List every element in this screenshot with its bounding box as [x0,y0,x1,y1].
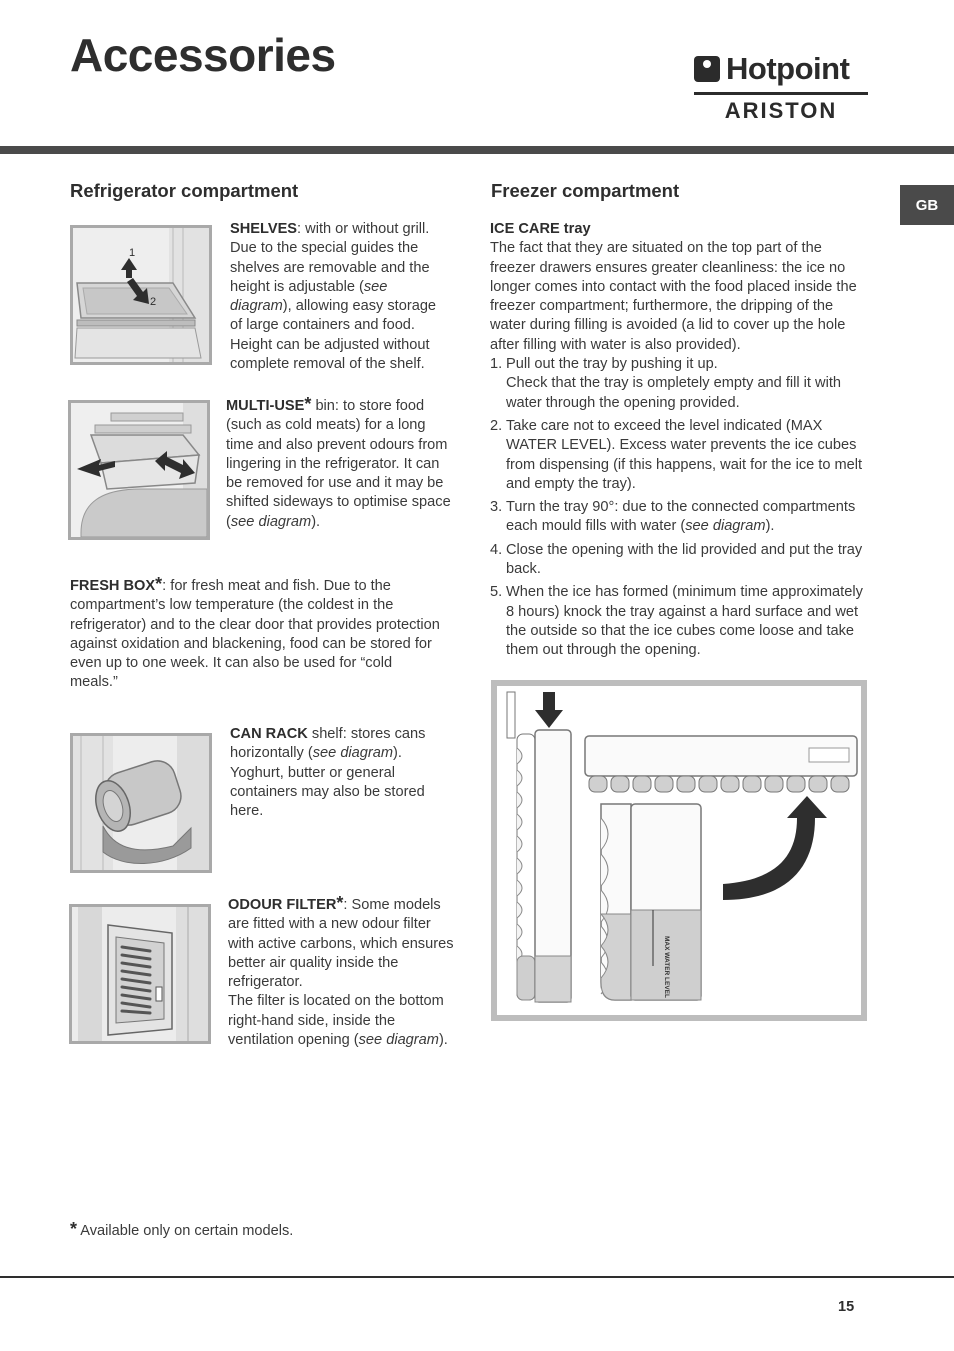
multi-use-bin-illustration [71,403,207,537]
brand-logo-mark-icon [694,56,720,82]
step-item: 5. When the ice has formed (minimum time approximately 8 hours) knock the tray against a hard surface and wet the outside so that the ice cubes come loose and take them out through the opening. [490,584,863,659]
shelf-step-2-label: 2 [150,296,157,308]
max-water-level-label: MAX WATER LEVEL [663,936,670,998]
can-rack-diagram [70,733,212,873]
shelves-illustration [73,228,209,362]
ice-care-intro: The fact that they are situated on the top part of the freezer drawers ensures greater cleanliness: the ice no longer comes into contact with the food placed inside the freezer compartment; furthermore, the dripping of the water during filling is avoided (a lid to cover up the hole after filling with water is also provided). [490,240,857,353]
brand-subname: ARISTON [724,98,838,123]
brand-name: Hotpoint [726,51,850,86]
ice-care-title: ICE CARE tray [490,221,591,237]
brand-logo [694,52,868,124]
multi-use-bin-diagram [68,400,210,540]
multi-use-description: MULTI-USE* bin: to store food (such as cold meats) for a long time and also prevent odours from lingering in the refrigerator. It can be removed for use and it may be shifted sideways to optimise space (see diagram). [226,394,451,530]
page-title: Accessories [70,29,336,81]
multi-use-label: MULTI-USE [226,398,305,414]
shelf-step-1-label: 1 [129,247,136,259]
step-item: 4. Close the opening with the lid provided and put the tray back. [490,541,863,578]
footer-divider [0,1276,954,1278]
language-tab: GB [900,185,954,225]
ice-care-steps [490,355,870,660]
ice-care-section [490,220,870,665]
shelves-description: SHELVES: with or without grill. Due to the special guides the shelves are removable and the height is adjustable (see diagram), allowing easy storage of large containers and food. Height can be adjusted without complete removal of the shelf. [230,221,437,373]
fresh-box-description: FRESH BOX*: for fresh meat and fish. Due to the compartment’s low temperature (the coldest in the refrigerator) and to the clear door that provides protection against oxidation and blackening, food can be stored for even up to one week. It can also be used for “cold meals.” [70,574,440,691]
footnote: * Available only on certain models. [70,1219,294,1239]
refrigerator-heading: Refrigerator compartment [70,180,299,201]
can-rack-illustration [73,736,209,870]
step-item: 3. Turn the tray 90°: due to the connected compartments each mould fills with water (see diagram). [490,499,856,535]
brand-logo-divider [694,92,868,95]
header-divider [0,146,954,154]
page-number: 15 [838,1299,855,1315]
step-item: 1. Pull out the tray by pushing it up. Check that the tray is ompletely empty and fill it with water through the opening provided. [490,356,841,411]
ice-tray-illustration [497,686,861,1015]
can-rack-label: CAN RACK [230,726,308,742]
odour-filter-label: ODOUR FILTER [228,897,337,913]
odour-filter-description: ODOUR FILTER*: Some models are fitted with a new odour filter with active carbons, which ensures better air quality inside the refrigerator. The filter is located on the bottom right-hand side, inside the ventilation opening (see diagram). [228,893,454,1049]
shelves-diagram [70,225,212,365]
fresh-box-label: FRESH BOX [70,578,156,594]
can-rack-description: CAN RACK shelf: stores cans horizontally (see diagram). Yoghurt, butter or general containers may also be stored here. [230,726,426,820]
odour-filter-illustration [72,907,208,1041]
ice-tray-diagram [491,680,867,1021]
step-item: 2. Take care not to exceed the level indicated (MAX WATER LEVEL). Excess water prevents the ice cubes from dispensing (if this happens, wait for the ice to melt and empty the tray). [490,417,863,492]
odour-filter-diagram [69,904,211,1044]
shelves-label: SHELVES [230,221,298,237]
freezer-heading: Freezer compartment [491,180,680,201]
